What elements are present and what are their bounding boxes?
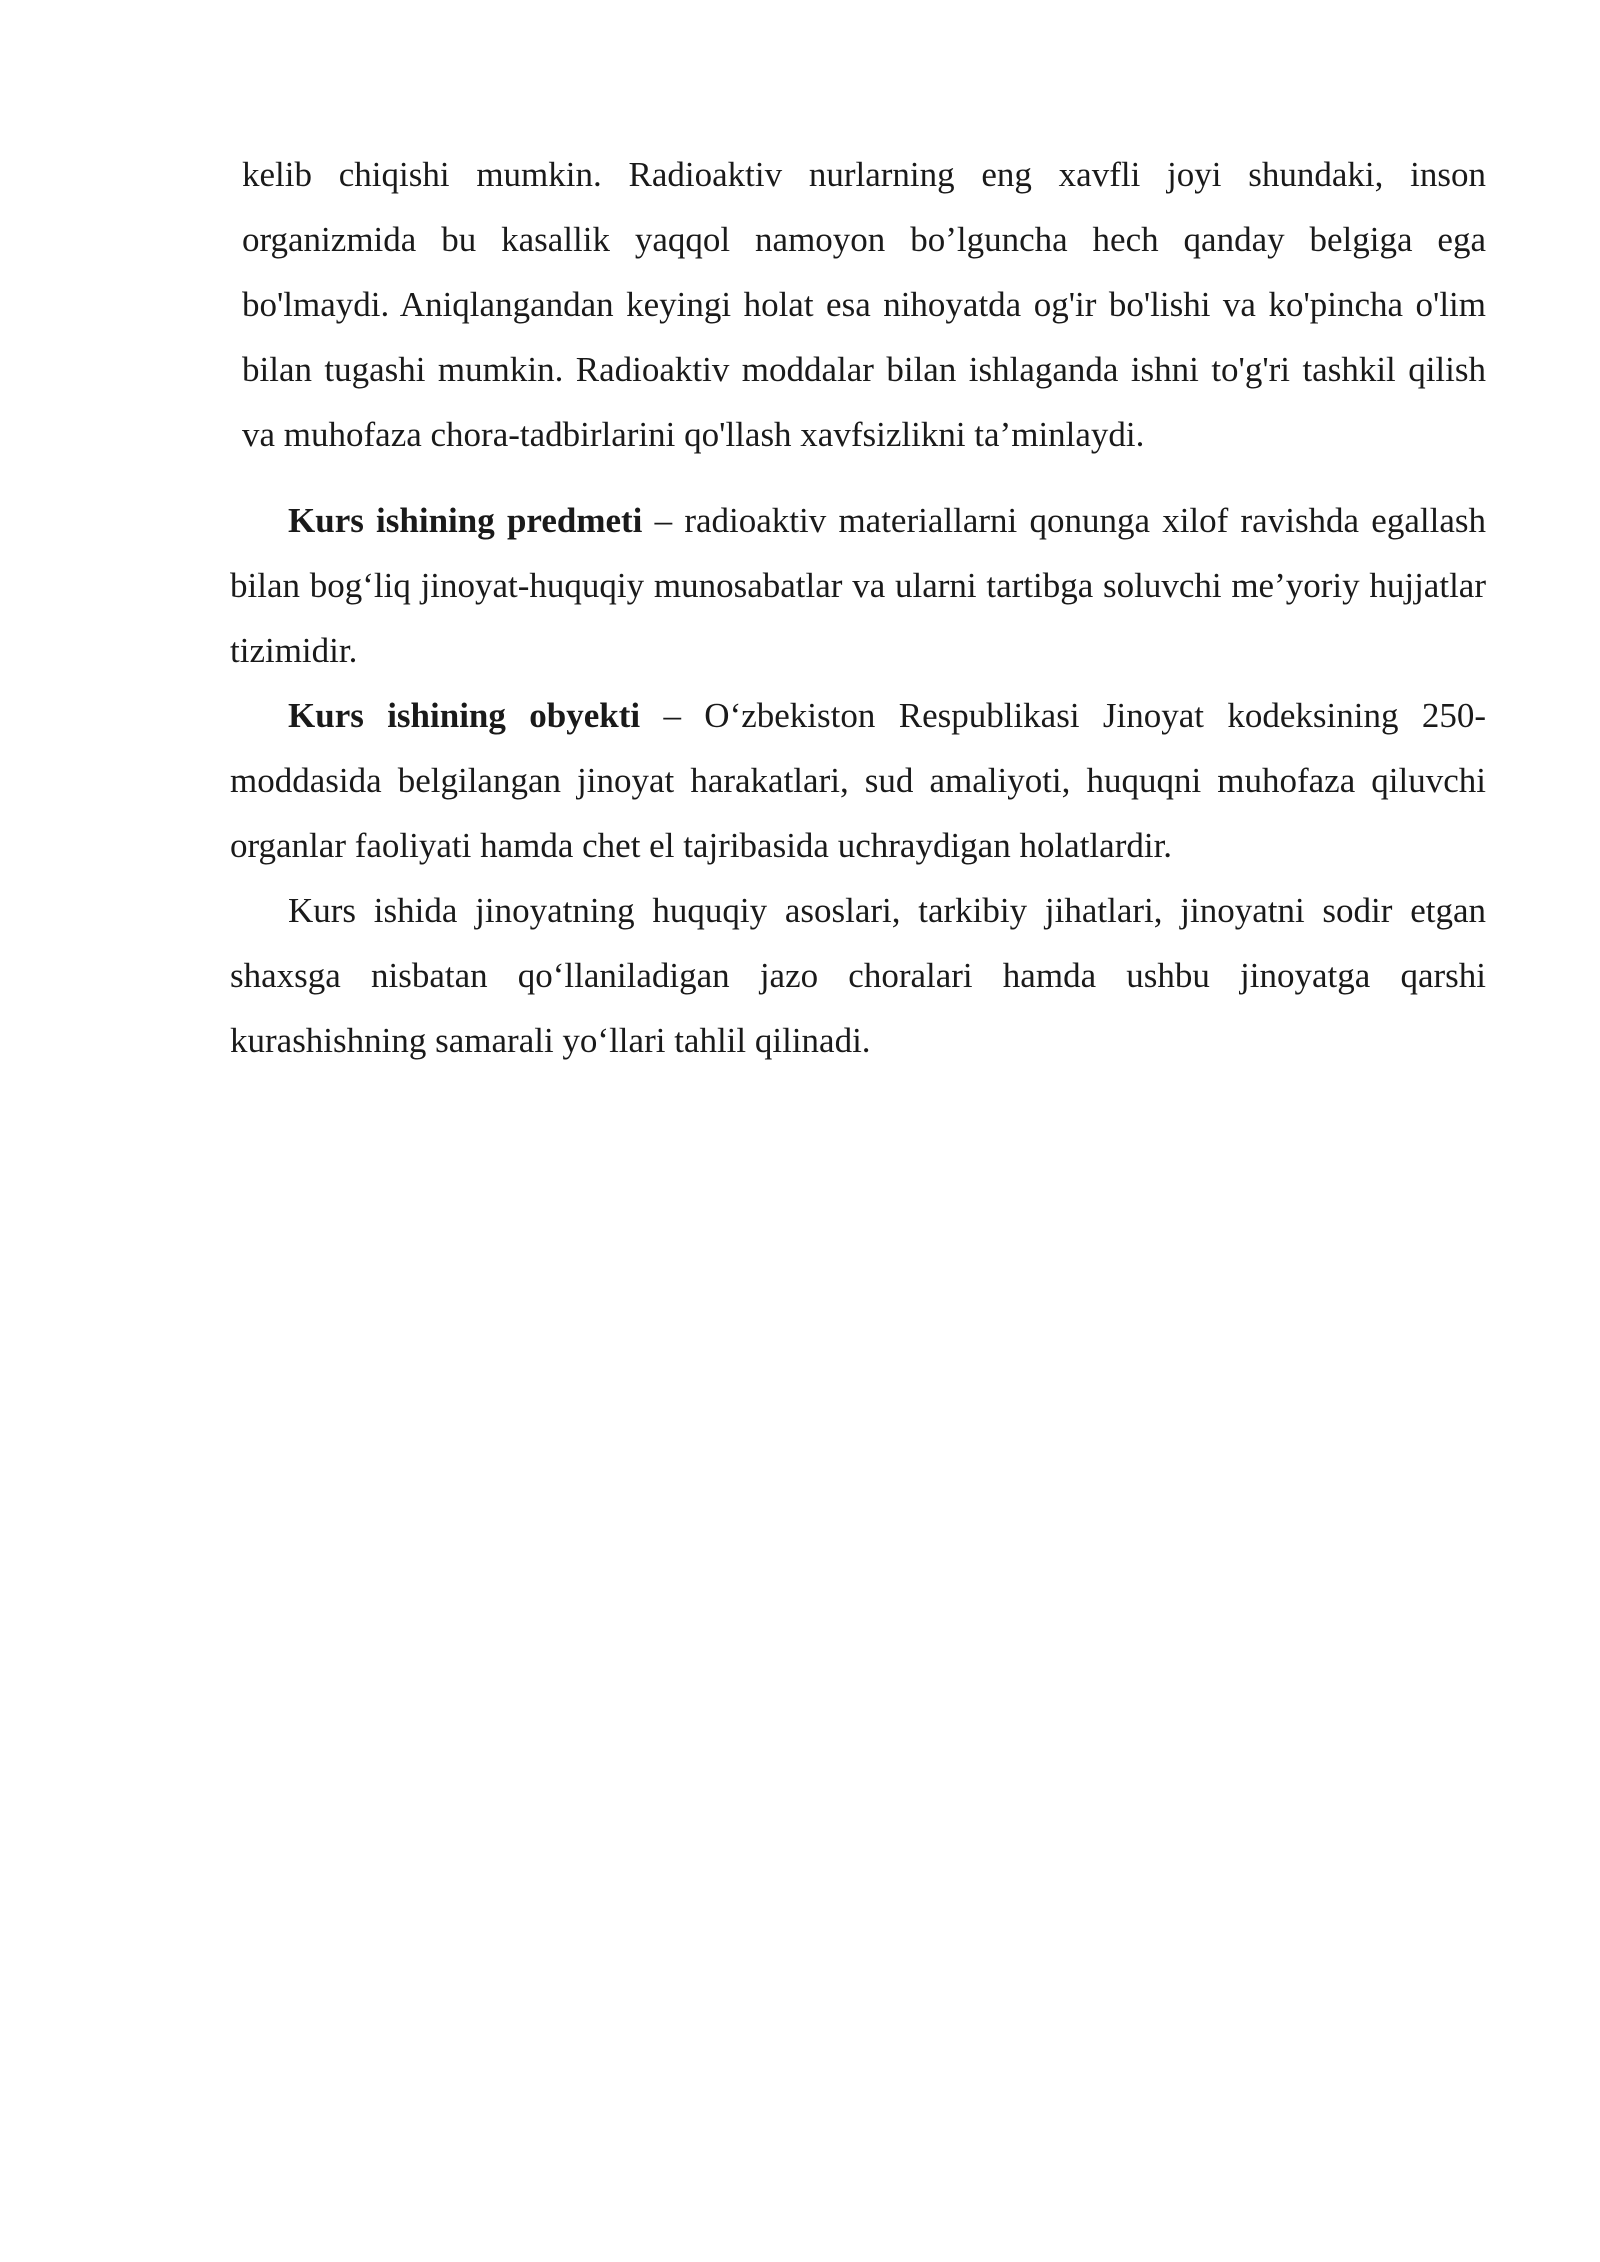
paragraph-subject [230,488,1486,683]
continuation-paragraph [242,142,1486,467]
paragraph-analysis-text: Kurs ishida jinoyatning huquqiy asoslari, tarkibiy jihatlari, jinoyatni sodir etgan shaxsga nisbatan qo‘llaniladigan jazo choralari hamda ushbu jinoyatga qarshi kurashishning samarali yo‘llari tahlil qilinadi. [230,891,1486,1060]
paragraph-object [230,683,1486,878]
paragraph-subject-heading: Kurs ishining predmeti [288,501,643,540]
paragraph-object-heading: Kurs ishining obyekti [288,696,641,735]
paragraph-object-text: – O‘zbekiston Respublikasi Jinoyat kodeksining 250-moddasida belgilangan jinoyat harakatlari, sud amaliyoti, huquqni muhofaza qiluvchi organlar faoliyati hamda chet el tajribasida uchraydigan holatlardir. [230,696,1486,865]
paragraph-analysis [230,878,1486,1073]
paragraph-subject-text: – radioaktiv materiallarni qonunga xilof ravishda egallash bilan bog‘liq jinoyat-huquqiy munosabatlar va ularni tartibga soluvchi me’yoriy hujjatlar tizimidir. [230,501,1486,670]
body-paragraphs [230,488,1486,1073]
continuation-text: kelib chiqishi mumkin. Radioaktiv nurlarning eng xavfli joyi shundaki, inson organizmida bu kasallik yaqqol namoyon bo’lguncha hech qanday belgiga ega bo'lmaydi. Aniqlangandan keyingi holat esa nihoyatda og'ir bo'lishi va ko'pincha o'lim bilan tugashi mumkin. Radioaktiv moddalar bilan ishlaganda ishni to'g'ri tashkil qilish va muhofaza chora-tadbirlarini qo'llash xavfsizlikni ta’minlaydi. [242,155,1486,454]
